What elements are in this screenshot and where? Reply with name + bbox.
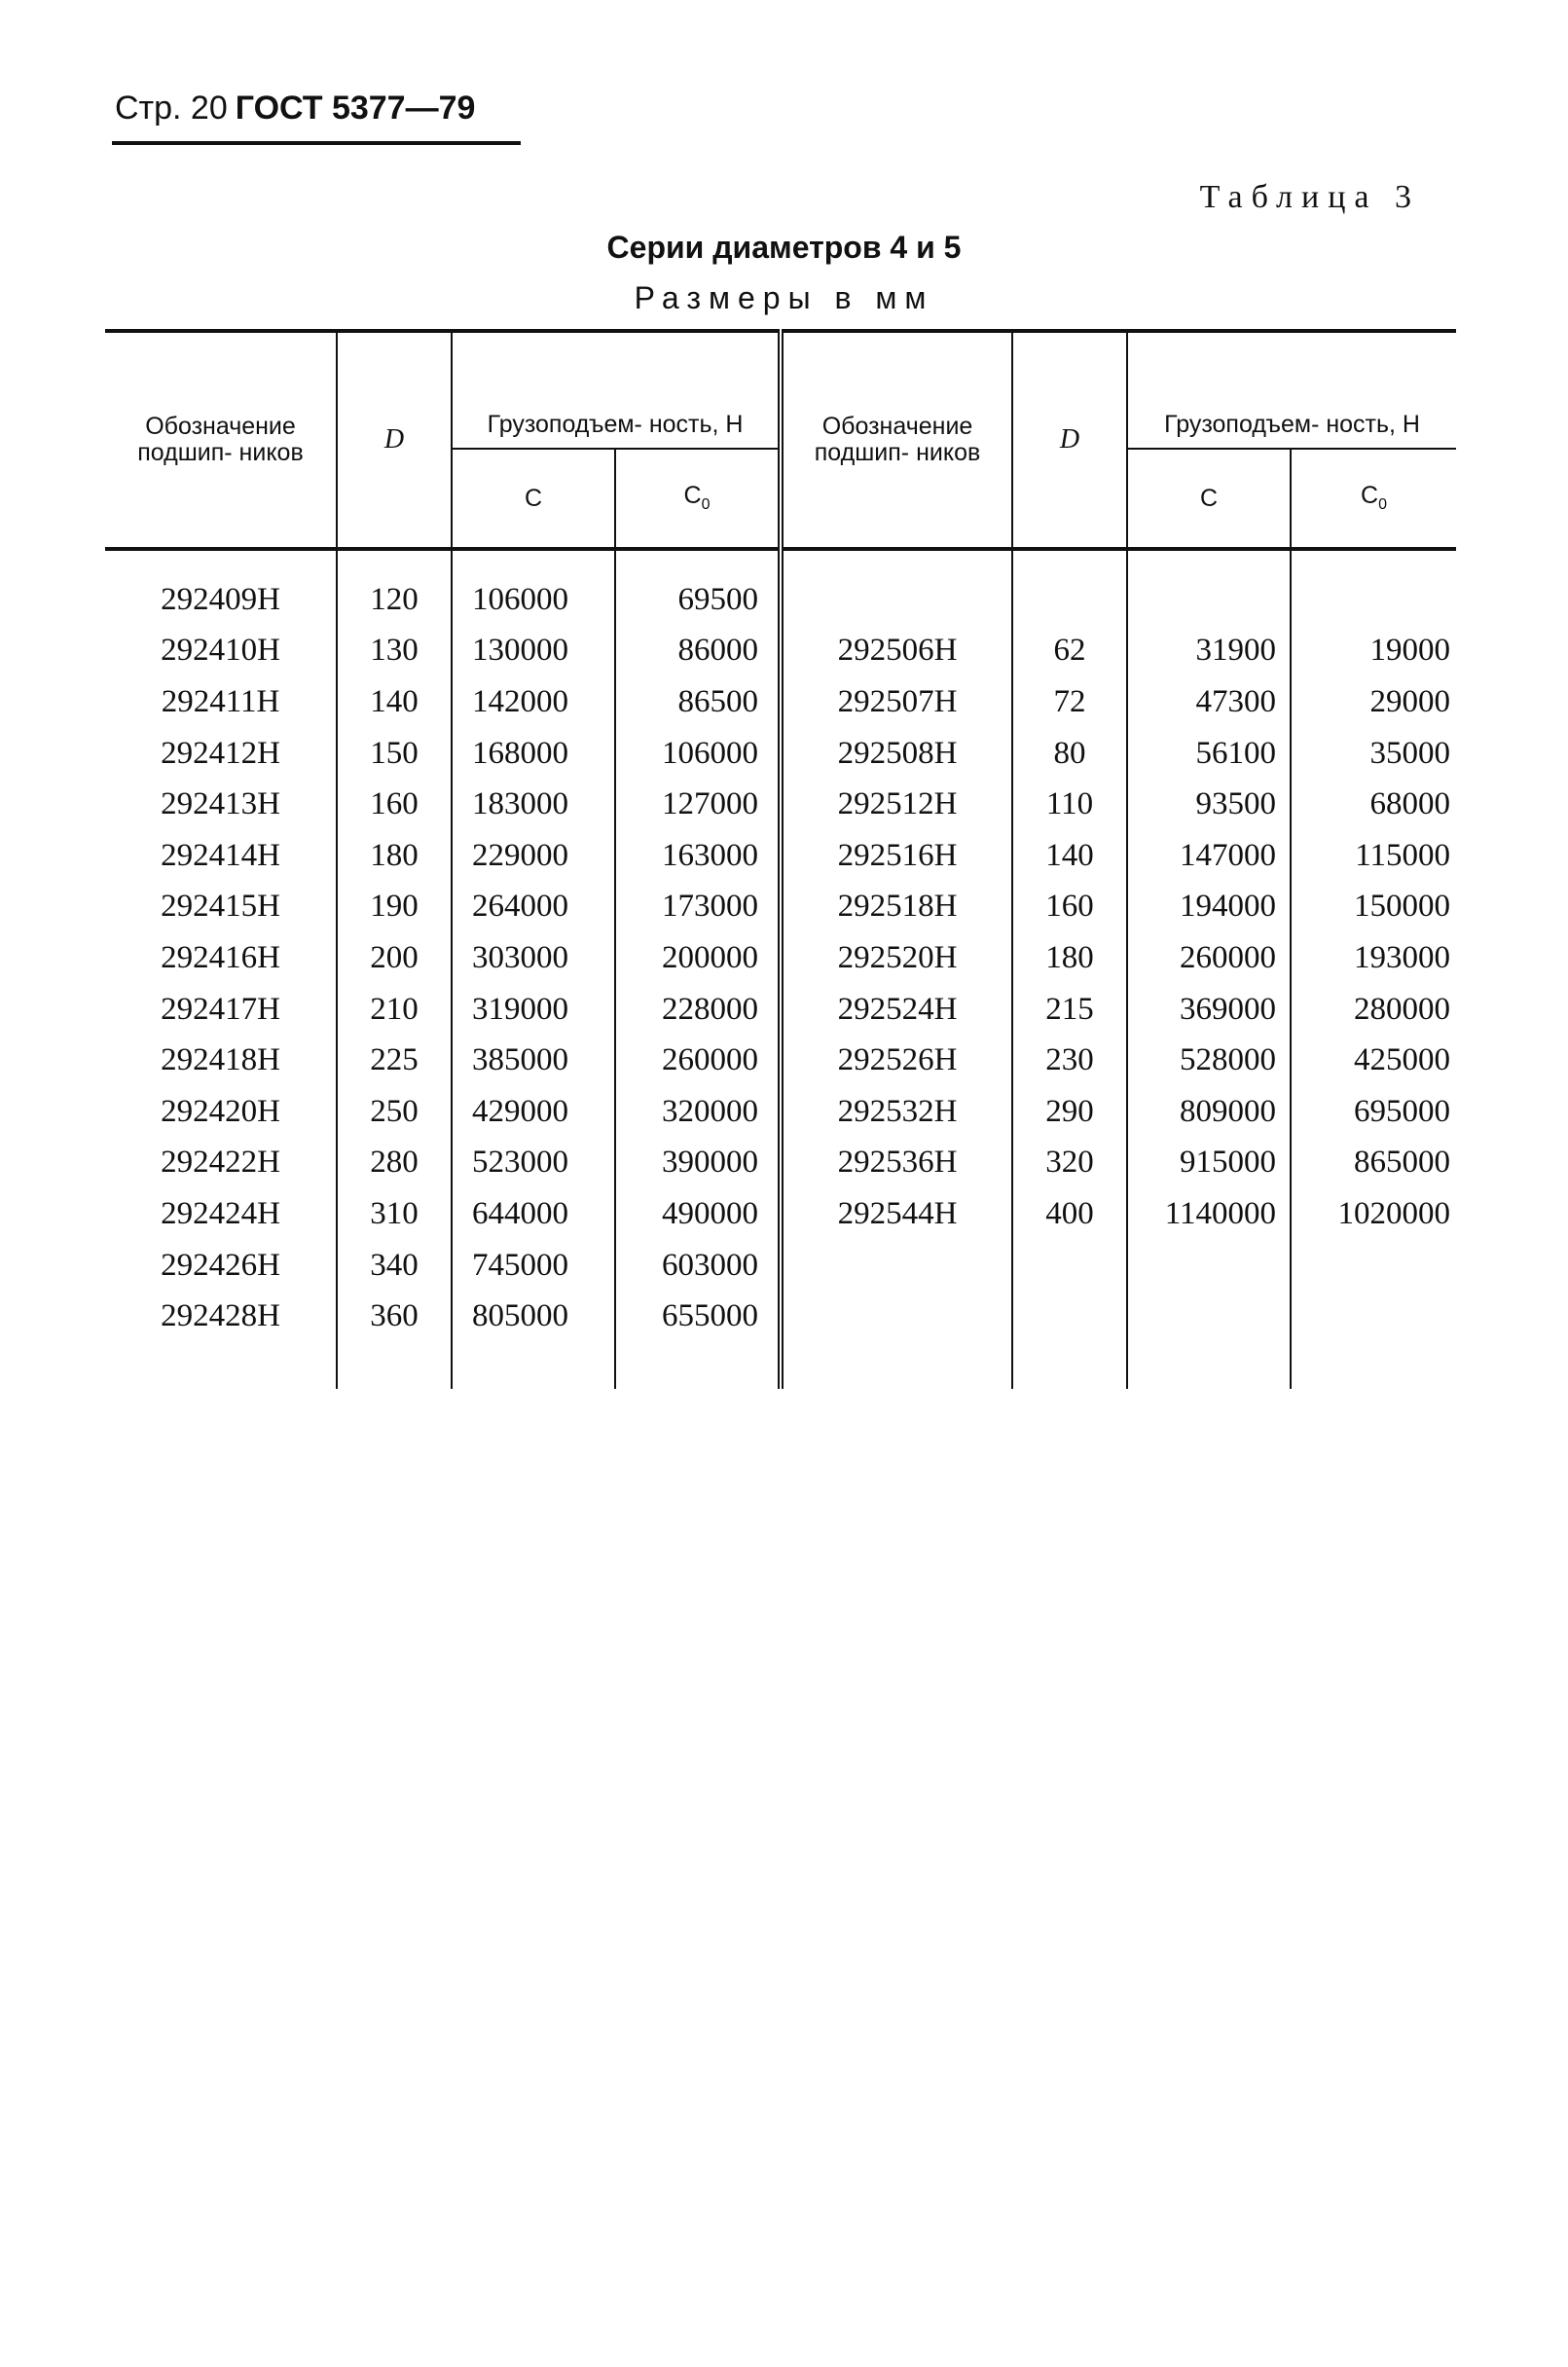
right-code-cell [781,1291,1012,1342]
right-c-cell: 809000 [1127,1086,1291,1138]
left-code-cell: 292420Н [161,1093,280,1129]
right-c0-cell: 68000 [1291,779,1456,830]
spacer-cell [1012,1342,1127,1389]
table-row [105,1188,1456,1240]
left-d-cell: 250 [337,1086,452,1138]
left-c0-cell: 86000 [615,626,781,677]
table-row [105,882,1456,933]
designation-header-right: Обозначение подшип- ников [781,331,1012,549]
left-d-cell: 340 [337,1240,452,1292]
right-c-cell [1127,549,1291,626]
c0-header-left-sub: 0 [701,496,711,514]
right-code-cell: 292508Н [781,728,1012,780]
table-row [105,728,1456,780]
right-c0-cell: 425000 [1291,1035,1456,1086]
left-d-cell: 310 [337,1188,452,1240]
right-code-cell: 292536Н [781,1138,1012,1189]
table-title [0,230,1568,266]
right-c-cell: 147000 [1127,830,1291,882]
spacer-cell [105,1342,337,1389]
right-d-cell: 215 [1012,984,1127,1036]
spacer-cell [452,1342,615,1389]
left-c0-cell: 228000 [615,984,781,1036]
designation-header-left: Обозначение подшип- ников [137,413,304,466]
left-c-cell: 429000 [452,1086,615,1138]
left-code-cell: 292412Н [161,735,280,771]
left-code-cell: 292426Н [161,1247,280,1283]
c-header-right: C [1127,449,1291,549]
right-c0-cell: 29000 [1291,676,1456,728]
left-code-cell: 292415Н [161,889,280,925]
table-row [105,932,1456,984]
left-code-cell: 292417Н [161,991,280,1027]
table-row [105,1035,1456,1086]
left-c0-cell: 260000 [615,1035,781,1086]
right-code-cell: 292532Н [781,1086,1012,1138]
left-c0-cell: 163000 [615,830,781,882]
right-code-cell: 292524Н [781,984,1012,1036]
left-c-cell: 523000 [452,1138,615,1189]
right-c0-cell: 1020000 [1291,1188,1456,1240]
table-row [105,984,1456,1036]
right-c0-cell [1291,1240,1456,1292]
left-c-cell: 319000 [452,984,615,1036]
right-c-cell [1127,1291,1291,1342]
left-code-cell: 292411Н [161,683,280,719]
left-c-cell: 264000 [452,882,615,933]
right-d-cell: 160 [1012,882,1127,933]
right-c0-cell: 280000 [1291,984,1456,1036]
right-c-cell: 369000 [1127,984,1291,1036]
right-d-cell: 400 [1012,1188,1127,1240]
load-capacity-header-right: Грузоподъем- ность, Н [1127,331,1456,449]
left-d-cell: 160 [337,779,452,830]
right-d-cell: 80 [1012,728,1127,780]
table-row [105,830,1456,882]
spacer-cell [781,1342,1012,1389]
right-code-cell: 292506Н [781,626,1012,677]
page-header [115,90,475,127]
left-code-cell: 292413Н [161,786,280,822]
right-c0-cell: 150000 [1291,882,1456,933]
header-rule [112,141,521,145]
left-d-cell: 200 [337,932,452,984]
right-d-cell: 140 [1012,830,1127,882]
d-header-left: D [337,331,452,549]
right-d-cell [1012,549,1127,626]
left-c-cell: 142000 [452,676,615,728]
right-c0-cell: 35000 [1291,728,1456,780]
spacer-cell [337,1342,452,1389]
right-code-cell: 292518Н [781,882,1012,933]
right-c0-cell: 865000 [1291,1138,1456,1189]
c0-header-left [615,449,781,549]
left-c0-cell: 86500 [615,676,781,728]
right-d-cell [1012,1291,1127,1342]
c-header-left: C [452,449,615,549]
spacer-cell [1127,1342,1291,1389]
right-c-cell: 915000 [1127,1138,1291,1189]
left-c-cell: 745000 [452,1240,615,1292]
c0-header-right-main: C [1361,482,1379,510]
left-c0-cell: 200000 [615,932,781,984]
right-code-cell: 292507Н [781,676,1012,728]
table-row [105,549,1456,626]
left-d-cell: 180 [337,830,452,882]
table-row [105,1138,1456,1189]
right-code-cell [781,549,1012,626]
spacer-cell [615,1342,781,1389]
left-code-cell: 292409Н [161,581,280,617]
left-d-cell: 150 [337,728,452,780]
right-code-cell: 292516Н [781,830,1012,882]
right-d-cell: 110 [1012,779,1127,830]
left-code-cell: 292410Н [161,633,280,669]
left-code-cell: 292418Н [161,1042,280,1078]
left-d-cell: 225 [337,1035,452,1086]
right-d-cell: 230 [1012,1035,1127,1086]
left-c-cell: 229000 [452,830,615,882]
right-d-cell: 290 [1012,1086,1127,1138]
load-capacity-header-left: Грузоподъем- ность, Н [452,331,781,449]
spacer-cell [1291,1342,1456,1389]
left-d-cell: 360 [337,1291,452,1342]
table-row [105,1086,1456,1138]
right-c-cell: 93500 [1127,779,1291,830]
table-row [105,1240,1456,1292]
left-c-cell: 805000 [452,1291,615,1342]
left-code-cell: 292424Н [161,1195,280,1231]
left-c-cell: 106000 [452,549,615,626]
table-spacer-row [105,1342,1456,1389]
left-code-cell: 292428Н [161,1298,280,1334]
table-row [105,779,1456,830]
left-c0-cell: 490000 [615,1188,781,1240]
right-d-cell: 180 [1012,932,1127,984]
right-code-cell [781,1240,1012,1292]
right-d-cell: 320 [1012,1138,1127,1189]
left-code-cell: 292416Н [161,939,280,975]
left-d-cell: 120 [337,549,452,626]
right-c0-cell: 115000 [1291,830,1456,882]
c0-header-left-main: C [683,482,702,510]
right-c-cell [1127,1240,1291,1292]
right-c0-cell: 695000 [1291,1086,1456,1138]
right-c-cell: 56100 [1127,728,1291,780]
left-c0-cell: 603000 [615,1240,781,1292]
right-c-cell: 31900 [1127,626,1291,677]
right-c-cell: 1140000 [1127,1188,1291,1240]
c0-header-right [1291,449,1456,549]
right-d-cell [1012,1240,1127,1292]
left-c0-cell: 173000 [615,882,781,933]
left-d-cell: 280 [337,1138,452,1189]
table-row [105,626,1456,677]
right-code-cell: 292544Н [781,1188,1012,1240]
right-code-cell: 292512Н [781,779,1012,830]
left-d-cell: 210 [337,984,452,1036]
right-c-cell: 194000 [1127,882,1291,933]
right-code-cell: 292520Н [781,932,1012,984]
left-d-cell: 140 [337,676,452,728]
left-c-cell: 644000 [452,1188,615,1240]
right-c0-cell: 19000 [1291,626,1456,677]
right-d-cell: 72 [1012,676,1127,728]
right-c-cell: 260000 [1127,932,1291,984]
left-c0-cell: 127000 [615,779,781,830]
table-subtitle: Размеры в мм [634,280,934,315]
right-c0-cell: 193000 [1291,932,1456,984]
left-code-cell: 292414Н [161,837,280,873]
d-header-right: D [1012,331,1127,549]
left-c-cell: 168000 [452,728,615,780]
left-c0-cell: 655000 [615,1291,781,1342]
left-c-cell: 183000 [452,779,615,830]
bearing-table-body [105,549,1456,1389]
left-c0-cell: 106000 [615,728,781,780]
left-c0-cell: 69500 [615,549,781,626]
right-code-cell: 292526Н [781,1035,1012,1086]
c0-header-right-sub: 0 [1378,496,1387,514]
left-c-cell: 303000 [452,932,615,984]
bearing-table-container [105,329,1451,1389]
left-d-cell: 190 [337,882,452,933]
right-d-cell: 62 [1012,626,1127,677]
bearing-table [105,329,1456,1389]
gost-number: ГОСТ 5377—79 [235,90,476,127]
table-row [105,676,1456,728]
table-label: Таблица 3 [1199,179,1420,215]
page-label: Стр. 20 [115,90,228,127]
left-code-cell: 292422Н [161,1145,280,1181]
left-c0-cell: 320000 [615,1086,781,1138]
table-title-text: Серии диаметров 4 и 5 [606,230,962,265]
left-c-cell: 130000 [452,626,615,677]
right-c0-cell [1291,1291,1456,1342]
table-row [105,1291,1456,1342]
right-c0-cell [1291,549,1456,626]
right-c-cell: 47300 [1127,676,1291,728]
left-d-cell: 130 [337,626,452,677]
right-c-cell: 528000 [1127,1035,1291,1086]
left-c-cell: 385000 [452,1035,615,1086]
left-c0-cell: 390000 [615,1138,781,1189]
